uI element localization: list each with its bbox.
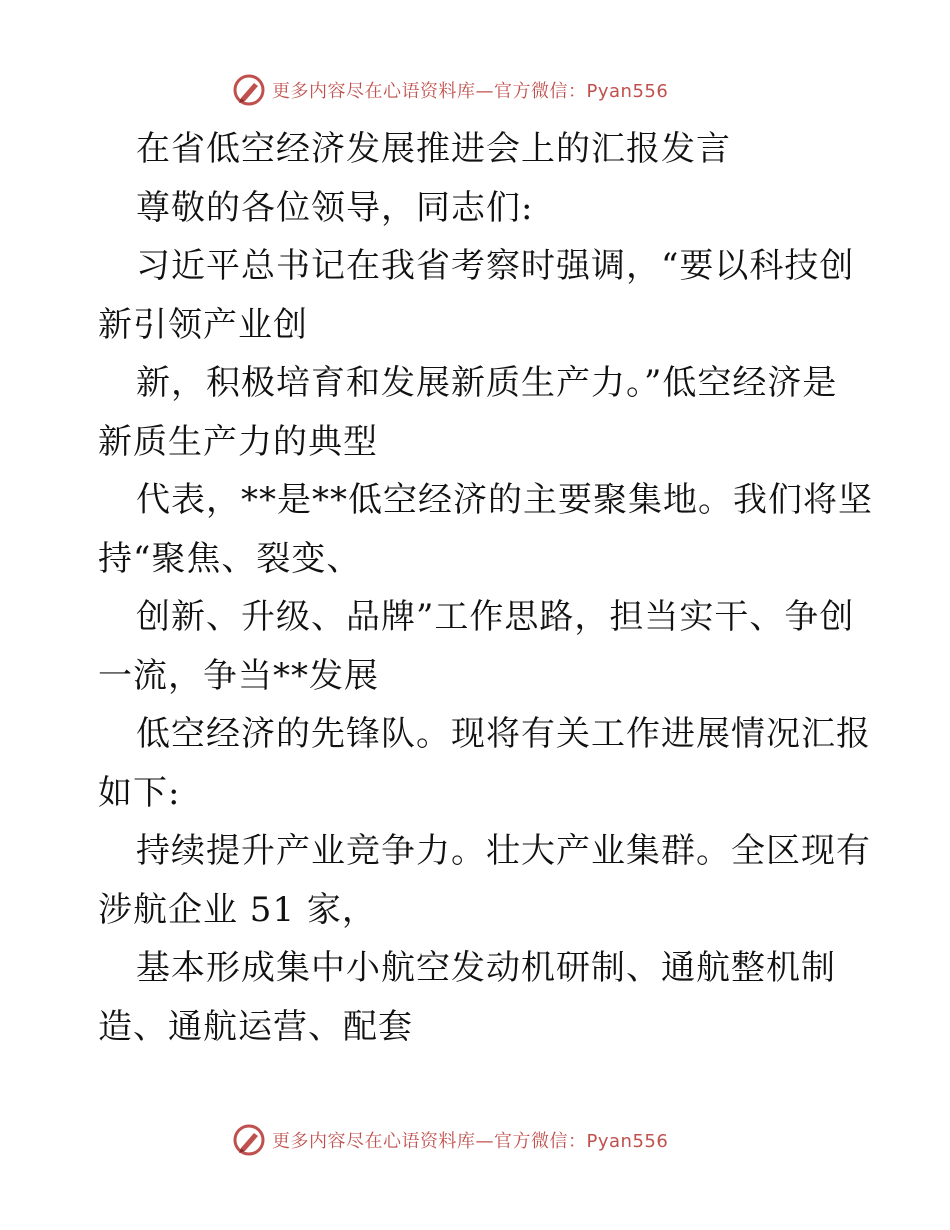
watermark-text: 更多内容尽在心语资料库—官方微信：Pyan556	[272, 81, 669, 102]
text-line: 基本形成集中小航空发动机研制、通航整机制	[136, 948, 836, 988]
text-line: 一流，争当**发展	[98, 655, 379, 696]
text-line: 在省低空经济发展推进会上的汇报发言	[136, 129, 731, 169]
header-watermark	[232, 70, 668, 110]
text-line: 持“聚焦、裂变、	[98, 538, 362, 579]
text-line: 代表，**是**低空经济的主要聚集地。我们将坚	[136, 480, 873, 520]
text-line: 如下:	[98, 772, 181, 813]
text-line: 涉航企业 51 家，	[98, 889, 377, 930]
pen-logo-icon	[232, 1123, 266, 1157]
text-line: 习近平总书记在我省考察时强调，“要以科技创	[136, 246, 855, 286]
text-line: 持续提升产业竞争力。壮大产业集群。全区现有	[136, 831, 871, 871]
text-line: 尊敬的各位领导，同志们:	[136, 187, 534, 228]
text-line: 造、通航运营、配套	[98, 1006, 413, 1047]
text-line: 新引领产业创	[98, 304, 308, 345]
text-line: 新质生产力的典型	[98, 421, 378, 462]
document-body	[98, 120, 873, 1056]
text-line: 低空经济的先锋队。现将有关工作进展情况汇报	[136, 714, 871, 754]
text-line: 创新、升级、品牌”工作思路，担当实干、争创	[136, 597, 855, 637]
footer-watermark	[232, 1120, 668, 1160]
watermark-text: 更多内容尽在心语资料库—官方微信：Pyan556	[272, 1131, 669, 1152]
pen-logo-icon	[232, 73, 266, 107]
text-line: 新，积极培育和发展新质生产力。”低空经济是	[136, 363, 838, 403]
